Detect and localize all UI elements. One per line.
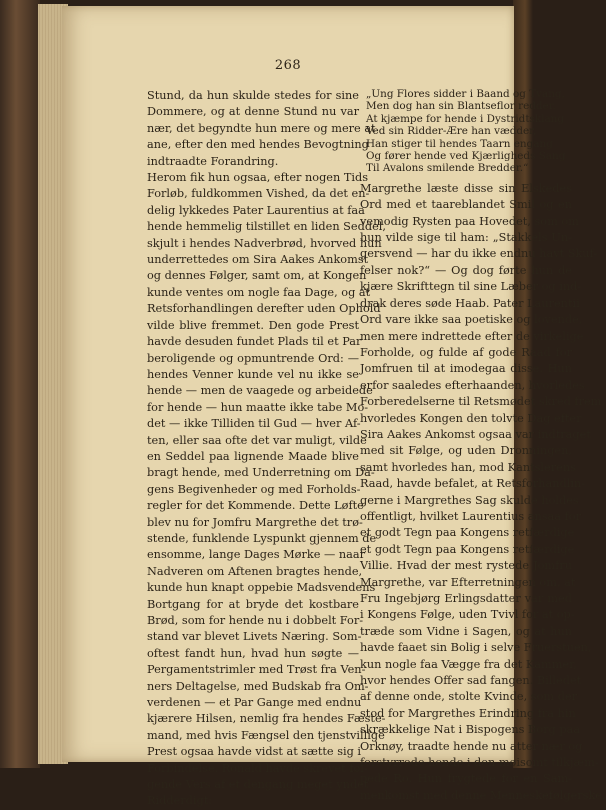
- poem-block: [360, 88, 572, 175]
- text-line: Herom fik hun ogsaa, efter nogen Tids: [147, 171, 369, 185]
- text-line: Jomfruen til at imodegaa disse. Hun: [360, 362, 572, 376]
- text-line: Forholde, og fulde af gode Raad for: [360, 345, 572, 359]
- text-line: havde desuden fundet Plads til et Par: [147, 335, 362, 349]
- poem-line: Han stiger til hendes Taarn engang: [366, 137, 553, 150]
- text-line: hun vilde sige til ham: „Stakkels Un-: [360, 231, 572, 245]
- right-column: [360, 88, 606, 804]
- text-line: Pergamentstrimler med Trøst fra Ven-: [147, 663, 366, 677]
- text-line: vemodig Rysten paa Hovedet, som om: [360, 214, 579, 228]
- poem-line: Og fører hende ved Kjærligheds Sang: [366, 150, 566, 163]
- text-line: hendes Venner kunde vel nu ikke se: [147, 367, 359, 381]
- text-line: gerne i Margrethes Sag skulde holdes: [360, 493, 579, 507]
- text-line: i Kongens Følge, uden Tvivl for at op-: [360, 608, 575, 622]
- text-line: Nadveren om Aftenen bragtes hende,: [147, 564, 363, 578]
- book-spine: [0, 0, 40, 768]
- text-line: træde som Vidne i Sagen, og at hun: [360, 624, 572, 638]
- text-line: stod for Margrethes Erindring fra hin: [360, 706, 576, 720]
- text-line: Margrethe, var Efterretningen om, at: [360, 575, 576, 589]
- text-line: underrettedes om Sira Aakes Ankomst: [147, 253, 369, 267]
- text-line: skrækkelige Nat i Bispogens Borg paa: [360, 723, 581, 737]
- text-line: en Seddel paa lignende Maade blive: [147, 449, 359, 463]
- text-line: et godt Tegn paa Kongens retfærdige: [360, 526, 575, 540]
- text-line: Retsforhandlingen derefter uden Ophold: [147, 302, 381, 316]
- left-column: [147, 88, 386, 810]
- poem-line: Ved sin Ridder-Ære han vædder,: [366, 125, 537, 138]
- text-line: gende Vers af et dengang meget yndet: [147, 778, 369, 792]
- text-line: Brød, som for hende nu i dobbelt For-: [147, 614, 364, 627]
- text-line: regler for det Kommende. Dette Løfte: [147, 499, 364, 513]
- text-line: Dommere, og at denne Stund nu var: [147, 105, 359, 119]
- text-line: ane, efter den med hendes Bevogtning: [147, 138, 369, 152]
- text-line: stende, funklende Lyspunkt gjennem de: [147, 531, 377, 545]
- text-line: beroligende og opmuntrende Ord: —: [147, 351, 359, 365]
- text-line: hende — men de vaagede og arbeidede: [147, 384, 373, 398]
- text-line: Ord med et taareblandet Smil og en: [360, 198, 572, 212]
- page-number: 268: [274, 58, 302, 73]
- text-line: gersvend — har du ikke endnu havt Skuf-: [360, 247, 598, 261]
- text-line: kunde hun knapt oppebie Madsvendens: [147, 581, 376, 595]
- text-line: Forløb, fuldkommen Vished, da det en-: [147, 187, 370, 201]
- text-line: Prest ogsaa havde vidst at sætte sig i: [147, 745, 362, 759]
- text-line: Forberedelserne til Retsmødet skred frem,: [360, 395, 605, 409]
- text-line: ners Deltagelse, med Budskab fra Om-: [147, 679, 369, 693]
- text-line: med sit Følge, og uden Dronningen,: [360, 444, 572, 458]
- text-line: Margrethe læste disse sin Elskedes: [360, 181, 572, 195]
- text-line: men mere indrettede efter de virkelige: [360, 329, 584, 343]
- text-line: bragt hende, med Underretning om Da-: [147, 466, 375, 480]
- text-line: gens Begivenheder og med Forholds-: [147, 482, 361, 496]
- text-line: det — ikke Tilliden til Gud — hver Af-: [147, 417, 361, 431]
- text-line: kjære Skrifttegn til sine Læber og ind-: [360, 280, 582, 294]
- text-line: af denne onde, stolte Kvinde, som der: [360, 690, 578, 704]
- text-line: kunde ventes om nogle faa Dage, og at: [147, 285, 371, 299]
- text-line: oftest fandt hun, hvad hun søgte —: [147, 646, 359, 660]
- text-line: nær, det begyndte hun mere og mere at: [147, 121, 376, 135]
- text-line: mand, med hvis Fængsel den tjenstvillige: [147, 728, 385, 742]
- text-line: havde faaet sin Bolig i selve Fruerstuen,: [360, 641, 592, 655]
- text-line: delig lykkedes Pater Laurentius at faa: [147, 203, 365, 217]
- text-line: Stund, da hun skulde stedes for sine: [147, 89, 359, 102]
- text-line: kun nogle faa Vægge fra det Kammer,: [360, 657, 577, 671]
- text-line: vilde blive fremmet. Den gode Prest: [147, 318, 359, 332]
- text-line: verdenen — et Par Gange med endnu: [147, 696, 362, 710]
- text-line: offentligt, hvilket Laurentius ansaa for: [360, 509, 581, 523]
- poem-line: Til Avalons smilende Bredder.“: [366, 162, 529, 175]
- text-line: et godt Tegn paa Kongens retfærdige: [360, 542, 575, 556]
- text-line: Villie. Hvad der mest rystede Jomfru: [360, 559, 572, 573]
- text-line: indtraadte Forandring.: [147, 154, 279, 168]
- text-line: forstyrrede hende i den møisomt tilkjæm-: [360, 756, 599, 770]
- text-line: Ridderdigt:: [147, 794, 213, 808]
- text-line: Orknøy, traadte hende nu atter nær og: [360, 739, 583, 753]
- text-line: kjærere Hilsen, nemlig fra hendes Fæste-: [147, 712, 386, 726]
- book-page: [62, 6, 606, 808]
- text-line: hvorledes Kongen den tolvte Dag efter: [360, 411, 582, 425]
- text-line: skjult i hendes Nadverbrød, hvorved hun: [147, 236, 382, 250]
- text-line: hende hemmelig tilstillet en liden Seddel,: [147, 220, 386, 234]
- text-line: pede Ro. Hun frygtede for en Sam-: [360, 772, 572, 786]
- text-line: samt hvorledes han, mod Kantslerens: [360, 460, 576, 474]
- text-line: stand var blevet Livets Næring. Som-: [147, 630, 362, 644]
- text-line: Bortgang for at bryde det kostbare: [147, 597, 359, 611]
- text-line: ten, eller saa ofte det var muligt, vilde: [147, 433, 367, 447]
- text-line: Raad, havde befalet, at Retsforhandlin-: [360, 477, 586, 491]
- text-line: erfor saaledes efterhaanden, hvorledes: [360, 378, 585, 392]
- text-line: drak deres søde Haab. Pater Laurentii: [360, 296, 580, 310]
- poem-line: Men dog han sin Blantseflor redder.: [366, 100, 556, 113]
- text-line: blev nu for Jomfru Margrethe det trø-: [147, 515, 363, 529]
- poem-line: At kjæmpe for hende i Dystridtsklang: [366, 112, 564, 125]
- text-line: ensomme, lange Dages Mørke — naar: [147, 548, 366, 562]
- text-line: Fru Ingebjørg Erlingsdatter var med: [360, 592, 572, 605]
- text-line: og dennes Følger, samt om, at Kongen: [147, 269, 367, 283]
- text-line: menkomst med denne Menneskefølgerske,: [360, 788, 606, 802]
- text-line: for hende — hun maatte ikke tabe Mo-: [147, 400, 369, 414]
- right-text: [360, 181, 606, 804]
- text-line: Forbindelse. Ronald havde skrevet føl-: [147, 761, 368, 775]
- text-line: Sira Aakes Ankomst ogsaa var indtraget: [360, 427, 591, 441]
- poem-line: „Ung Flores sidder i Baand og Tvang,: [366, 88, 565, 100]
- text-line: felser nok?“ — Og dog førte hun de: [360, 263, 572, 277]
- text-line: Ord vare ikke saa poetiske og lovende,: [360, 313, 583, 327]
- text-line: hvor hendes Offer sad fangen. Billedet: [360, 674, 582, 688]
